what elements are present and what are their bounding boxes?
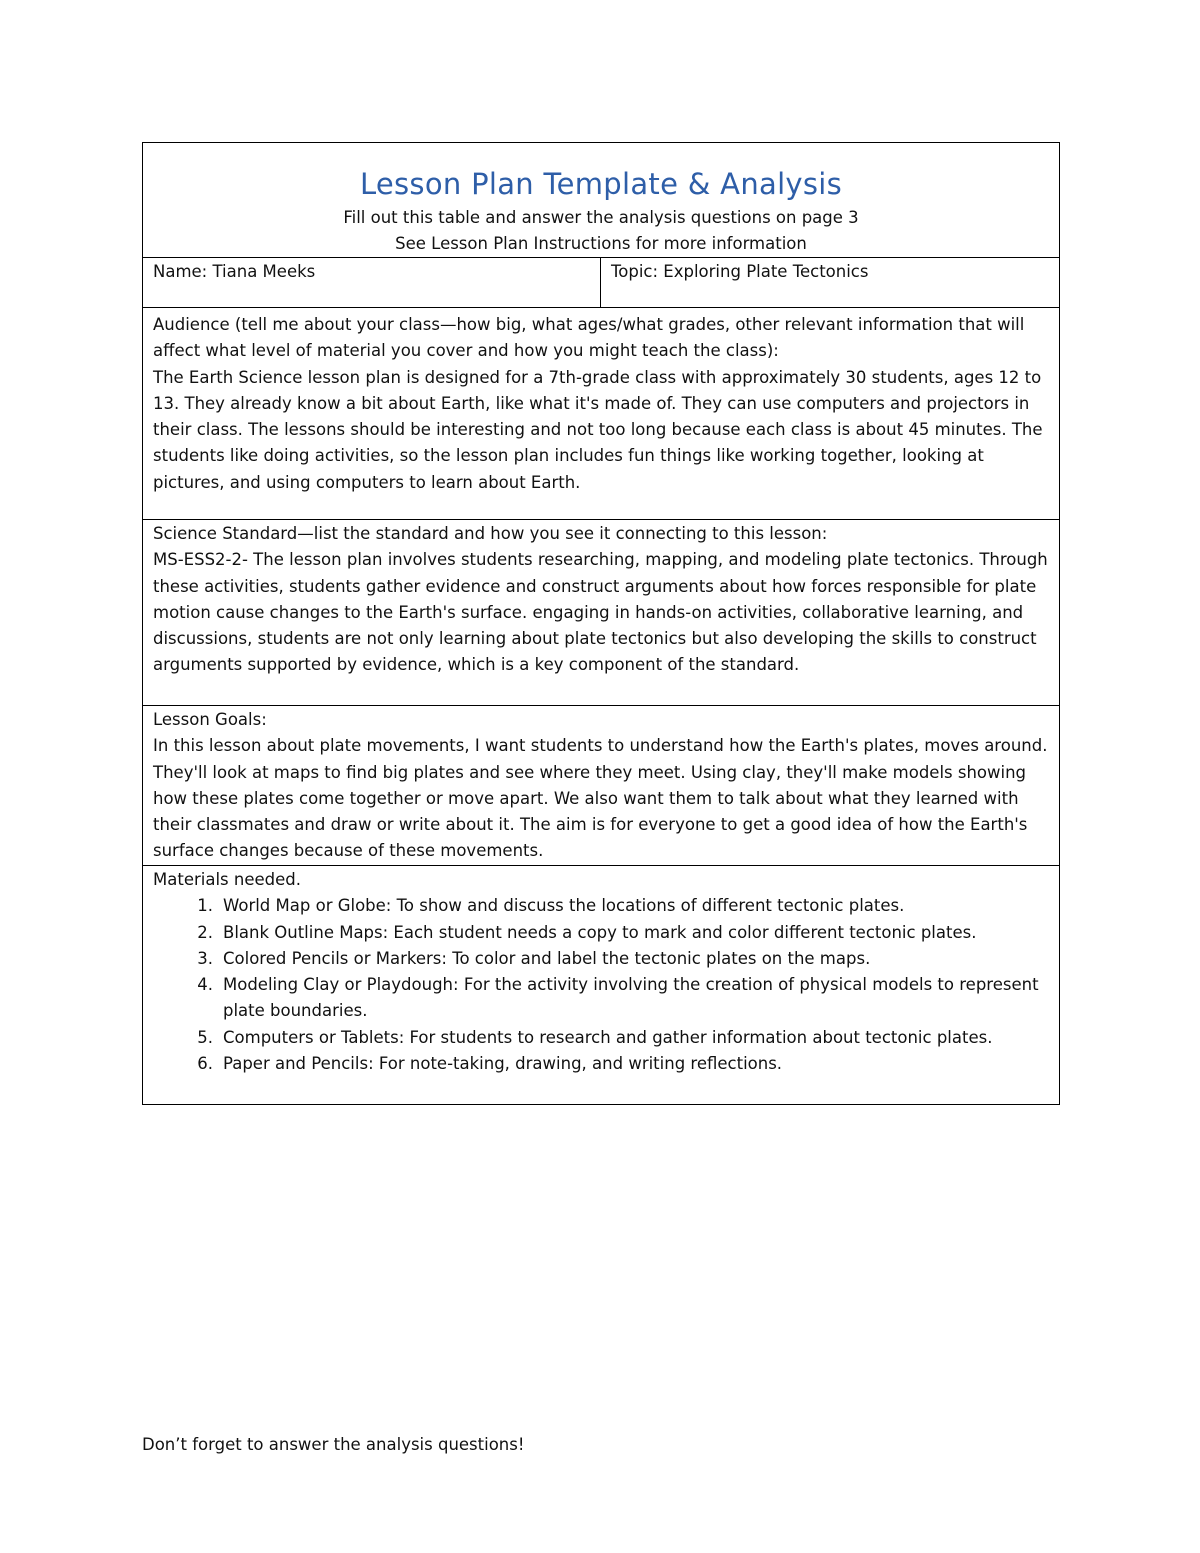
materials-row (143, 866, 1060, 1105)
materials-prompt: Materials needed. (153, 870, 301, 889)
list-item-number: 6. (197, 1054, 213, 1074)
topic-cell (601, 258, 1060, 308)
materials-cell (143, 866, 1060, 1105)
list-item-text: Paper and Pencils: For note-taking, drawing, and writing reflections. (223, 1054, 783, 1074)
list-item-text: Computers or Tablets: For students to research and gather information about tectonic plates. (223, 1027, 993, 1047)
name-field: Name: Tiana Meeks (153, 262, 316, 281)
topic-field: Topic: Exploring Plate Tectonics (611, 262, 869, 281)
list-item-number: 3. (197, 948, 213, 968)
standard-prompt: Science Standard—list the standard and how you see it connecting to this lesson: (153, 524, 828, 543)
materials-list (153, 893, 1049, 1077)
audience-cell (143, 308, 1060, 520)
list-item (197, 1051, 1049, 1077)
list-item (197, 1025, 1049, 1051)
document-title: Lesson Plan Template & Analysis (359, 167, 843, 201)
standard-row (143, 520, 1060, 706)
audience-row (143, 308, 1060, 520)
list-item-number: 1. (197, 896, 213, 916)
list-item-number: 5. (197, 1027, 213, 1047)
list-item-text: Blank Outline Maps: Each student needs a copy to mark and color different tectonic plates. (223, 922, 977, 942)
footer-reminder: Don’t forget to answer the analysis questions! (142, 1435, 525, 1454)
goals-cell (143, 706, 1060, 866)
info-row (143, 258, 1060, 308)
name-cell (143, 258, 601, 308)
subtitle-instructions: Fill out this table and answer the analysis questions on page 3 (343, 208, 859, 227)
standard-answer: MS-ESS2-2- The lesson plan involves students researching, mapping, and modeling plate tectonics. Through these activities, students gather evidence and construct arguments about how forces responsible for plate motion cause changes to the Earth's surface. engaging in hands-on activities, collaborative learning, and discussions, students are not only learning about plate tectonics but also developing the skills to construct arguments supported by evidence, which is a key component of the standard. (153, 550, 1048, 675)
goals-row (143, 706, 1060, 866)
list-item (197, 920, 1049, 946)
list-item (197, 893, 1049, 919)
list-item-number: 4. (197, 975, 213, 995)
list-item-number: 2. (197, 922, 213, 942)
list-item-text: Modeling Clay or Playdough: For the activity involving the creation of physical models to represent plate boundaries. (223, 975, 1039, 1021)
lesson-plan-table (142, 142, 1060, 1105)
audience-prompt: Audience (tell me about your class—how big, what ages/what grades, other relevant information that will affect what level of material you cover and how you might teach the class): (153, 315, 1025, 361)
goals-answer: In this lesson about plate movements, I want students to understand how the Earth's plates, moves around. They'll look at maps to find big plates and see where they meet. Using clay, they'll make models showing how these plates come together or move apart. We also want them to talk about what they learned with their classmates and draw or write about it. The aim is for everyone to get a good idea of how the Earth's surface changes because of these movements. (153, 736, 1048, 861)
list-item (197, 972, 1049, 1025)
audience-answer: The Earth Science lesson plan is designed for a 7th-grade class with approximately 30 students, ages 12 to 13. They already know a bit about Earth, like what it's made of. They can use computers and projectors in their class. The lessons should be interesting and not too long because each class is about 45 minutes. The students like doing activities, so the lesson plan includes fun things like working together, looking at pictures, and using computers to learn about Earth. (153, 367, 1043, 492)
list-item-text: World Map or Globe: To show and discuss the locations of different tectonic plates. (223, 896, 905, 916)
subtitle-see-instructions: See Lesson Plan Instructions for more information (395, 234, 807, 253)
standard-cell (143, 520, 1060, 706)
goals-prompt: Lesson Goals: (153, 710, 267, 729)
header-cell (143, 143, 1060, 258)
list-item (197, 946, 1049, 972)
header-row (143, 143, 1060, 258)
list-item-text: Colored Pencils or Markers: To color and label the tectonic plates on the maps. (223, 948, 871, 968)
